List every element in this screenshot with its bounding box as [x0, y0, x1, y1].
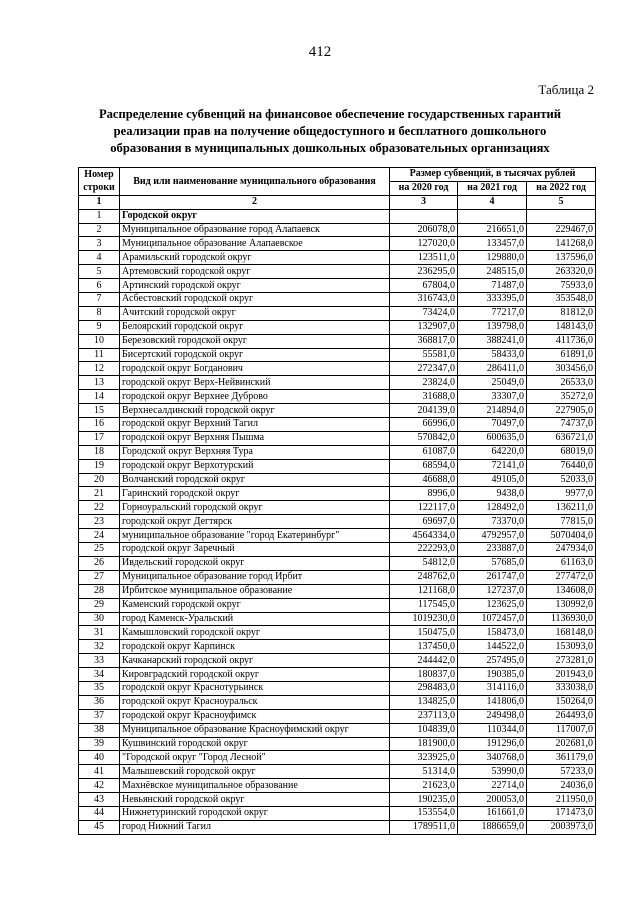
value-2021: 261747,0: [458, 570, 527, 584]
row-name: Бисертский городской округ: [120, 348, 390, 362]
value-2022: 636721,0: [527, 431, 596, 445]
value-2021: 123625,0: [458, 598, 527, 612]
value-2021: 1072457,0: [458, 612, 527, 626]
value-2022: 171473,0: [527, 806, 596, 820]
table-row: [79, 529, 596, 543]
row-number: 15: [79, 404, 120, 418]
table-row: [79, 751, 596, 765]
value-2021: 53990,0: [458, 765, 527, 779]
subvention-table: [78, 167, 596, 835]
value-2020: 61087,0: [390, 445, 458, 459]
row-number: 24: [79, 529, 120, 543]
row-number: 43: [79, 793, 120, 807]
value-2020: 54812,0: [390, 556, 458, 570]
value-2021: 71487,0: [458, 279, 527, 293]
value-2021: 233887,0: [458, 543, 527, 557]
value-2020: 298483,0: [390, 681, 458, 695]
row-name: "Городской округ "Город Лесной": [120, 751, 390, 765]
value-2020: 51314,0: [390, 765, 458, 779]
value-2021: 73370,0: [458, 515, 527, 529]
table-row: [79, 348, 596, 362]
value-2020: 150475,0: [390, 626, 458, 640]
row-number: 17: [79, 431, 120, 445]
value-2022: 117007,0: [527, 723, 596, 737]
value-2022: 229467,0: [527, 223, 596, 237]
value-2020: 248762,0: [390, 570, 458, 584]
value-2022: 263320,0: [527, 265, 596, 279]
row-name: Муниципальное образование Красноуфимский округ: [120, 723, 390, 737]
value-2020: 134825,0: [390, 695, 458, 709]
row-number: 31: [79, 626, 120, 640]
value-2022: 74737,0: [527, 418, 596, 432]
value-2021: 141806,0: [458, 695, 527, 709]
header-row-number: Номер строки: [79, 168, 120, 196]
value-2020: 137450,0: [390, 640, 458, 654]
value-2022: 227905,0: [527, 404, 596, 418]
value-2021: 33307,0: [458, 390, 527, 404]
table-row: [79, 362, 596, 376]
value-2021: 9438,0: [458, 487, 527, 501]
row-name: Муниципальное образование Алапаевское: [120, 237, 390, 251]
value-2022: 361179,0: [527, 751, 596, 765]
row-name: Камышловский городской округ: [120, 626, 390, 640]
value-2020: 132907,0: [390, 320, 458, 334]
row-number: 18: [79, 445, 120, 459]
col-number: 1: [79, 195, 120, 209]
row-name: Ивдельский городской округ: [120, 556, 390, 570]
row-number: 23: [79, 515, 120, 529]
header-name: Вид или наименование муниципального образования: [120, 168, 390, 196]
value-2020: 127020,0: [390, 237, 458, 251]
value-2021: 144522,0: [458, 640, 527, 654]
value-2021: 388241,0: [458, 334, 527, 348]
title-line-1: Распределение субвенций на финансовое обеспечение государственных гарантий: [98, 107, 562, 121]
row-number: 41: [79, 765, 120, 779]
value-2022: 264493,0: [527, 709, 596, 723]
document-title: [70, 106, 590, 157]
table-row: [79, 487, 596, 501]
row-number: 21: [79, 487, 120, 501]
value-2020: 272347,0: [390, 362, 458, 376]
row-number: 14: [79, 390, 120, 404]
table-row: [79, 418, 596, 432]
row-name: город Нижний Тагил: [120, 820, 390, 834]
table-row: [79, 320, 596, 334]
value-2020: 316743,0: [390, 293, 458, 307]
row-number: 9: [79, 320, 120, 334]
table-row: [79, 723, 596, 737]
header-2020: на 2020 год: [390, 181, 458, 195]
row-number: 5: [79, 265, 120, 279]
cell-empty: [527, 209, 596, 223]
header-2021: на 2021 год: [458, 181, 527, 195]
row-number: 45: [79, 820, 120, 834]
value-2020: 8996,0: [390, 487, 458, 501]
row-name: Городской округ: [120, 209, 390, 223]
table-row: [79, 237, 596, 251]
value-2022: 411736,0: [527, 334, 596, 348]
value-2022: 2003973,0: [527, 820, 596, 834]
row-name: Горноуральский городской округ: [120, 501, 390, 515]
row-number: 33: [79, 654, 120, 668]
table-row: [79, 820, 596, 834]
value-2022: 141268,0: [527, 237, 596, 251]
table-row: [79, 293, 596, 307]
table-row: [79, 543, 596, 557]
value-2021: 133457,0: [458, 237, 527, 251]
row-number: 1: [79, 209, 120, 223]
row-name: Гаринский городской округ: [120, 487, 390, 501]
value-2022: 130992,0: [527, 598, 596, 612]
table-row: [79, 334, 596, 348]
value-2021: 128492,0: [458, 501, 527, 515]
table-label: Таблица 2: [538, 82, 594, 97]
row-name: городской округ Дегтярск: [120, 515, 390, 529]
row-name: Малышевский городской округ: [120, 765, 390, 779]
table-row: [79, 390, 596, 404]
value-2021: 333395,0: [458, 293, 527, 307]
header-2022: на 2022 год: [527, 181, 596, 195]
value-2021: 77217,0: [458, 306, 527, 320]
value-2021: 22714,0: [458, 779, 527, 793]
value-2022: 148143,0: [527, 320, 596, 334]
value-2020: 66996,0: [390, 418, 458, 432]
row-name: Муниципальное образование город Алапаевск: [120, 223, 390, 237]
row-number: 19: [79, 459, 120, 473]
value-2020: 181900,0: [390, 737, 458, 751]
value-2021: 1886659,0: [458, 820, 527, 834]
value-2022: 211950,0: [527, 793, 596, 807]
value-2021: 286411,0: [458, 362, 527, 376]
value-2021: 58433,0: [458, 348, 527, 362]
value-2020: 222293,0: [390, 543, 458, 557]
value-2020: 180837,0: [390, 668, 458, 682]
table-row: [79, 570, 596, 584]
table-row: [79, 473, 596, 487]
table-row: [79, 279, 596, 293]
value-2021: 72141,0: [458, 459, 527, 473]
value-2022: 24036,0: [527, 779, 596, 793]
table-row: [79, 737, 596, 751]
col-number: 3: [390, 195, 458, 209]
value-2021: 340768,0: [458, 751, 527, 765]
row-number: 38: [79, 723, 120, 737]
row-name: Асбестовский городской округ: [120, 293, 390, 307]
value-2022: 353548,0: [527, 293, 596, 307]
value-2021: 600635,0: [458, 431, 527, 445]
row-number: 2: [79, 223, 120, 237]
table-row: [79, 376, 596, 390]
cell-empty: [390, 209, 458, 223]
row-name: город Каменск-Уральский: [120, 612, 390, 626]
value-2022: 61163,0: [527, 556, 596, 570]
value-2022: 303456,0: [527, 362, 596, 376]
value-2022: 153093,0: [527, 640, 596, 654]
table-row: [79, 223, 596, 237]
value-2022: 68019,0: [527, 445, 596, 459]
row-name: Артемовский городской округ: [120, 265, 390, 279]
value-2022: 76440,0: [527, 459, 596, 473]
row-name: муниципальное образование "город Екатеринбург": [120, 529, 390, 543]
row-number: 37: [79, 709, 120, 723]
value-2022: 150264,0: [527, 695, 596, 709]
value-2021: 70497,0: [458, 418, 527, 432]
row-name: городской округ Верхняя Пышма: [120, 431, 390, 445]
row-name: Городской округ Верхняя Тура: [120, 445, 390, 459]
value-2021: 248515,0: [458, 265, 527, 279]
value-2021: 129880,0: [458, 251, 527, 265]
value-2021: 214894,0: [458, 404, 527, 418]
table-row: [79, 793, 596, 807]
row-number: 16: [79, 418, 120, 432]
value-2020: 69697,0: [390, 515, 458, 529]
row-name: Белоярский городской округ: [120, 320, 390, 334]
row-number: 12: [79, 362, 120, 376]
row-name: Ирбитское муниципальное образование: [120, 584, 390, 598]
value-2022: 134608,0: [527, 584, 596, 598]
header-size: Размер субвенций, в тысячах рублей: [390, 168, 596, 182]
row-number: 36: [79, 695, 120, 709]
value-2020: 122117,0: [390, 501, 458, 515]
value-2020: 23824,0: [390, 376, 458, 390]
value-2022: 81812,0: [527, 306, 596, 320]
table-row: [79, 779, 596, 793]
value-2020: 570842,0: [390, 431, 458, 445]
value-2020: 55581,0: [390, 348, 458, 362]
row-name: Кировградский городской округ: [120, 668, 390, 682]
table-row: [79, 654, 596, 668]
row-name: Качканарский городской округ: [120, 654, 390, 668]
value-2022: 52033,0: [527, 473, 596, 487]
value-2020: 237113,0: [390, 709, 458, 723]
row-number: 42: [79, 779, 120, 793]
row-name: Березовский городской округ: [120, 334, 390, 348]
value-2020: 1789511,0: [390, 820, 458, 834]
value-2022: 202681,0: [527, 737, 596, 751]
value-2020: 204139,0: [390, 404, 458, 418]
row-number: 13: [79, 376, 120, 390]
value-2022: 77815,0: [527, 515, 596, 529]
table-row: [79, 584, 596, 598]
table-row: [79, 765, 596, 779]
row-number: 3: [79, 237, 120, 251]
table-row: [79, 459, 596, 473]
value-2020: 31688,0: [390, 390, 458, 404]
table-row: [79, 626, 596, 640]
value-2021: 161661,0: [458, 806, 527, 820]
value-2022: 247934,0: [527, 543, 596, 557]
row-name: городской округ Верхнее Дуброво: [120, 390, 390, 404]
row-number: 40: [79, 751, 120, 765]
col-number: 2: [120, 195, 390, 209]
value-2020: 368817,0: [390, 334, 458, 348]
row-name: городской округ Карпинск: [120, 640, 390, 654]
row-number: 30: [79, 612, 120, 626]
row-name: Арамильский городской округ: [120, 251, 390, 265]
row-name: Нижнетуринский городской округ: [120, 806, 390, 820]
value-2022: 26533,0: [527, 376, 596, 390]
row-number: 7: [79, 293, 120, 307]
table-row: [79, 598, 596, 612]
value-2022: 61891,0: [527, 348, 596, 362]
row-name: Муниципальное образование город Ирбит: [120, 570, 390, 584]
row-name: Махнёвское муниципальное образование: [120, 779, 390, 793]
table-row: [79, 431, 596, 445]
value-2021: 314116,0: [458, 681, 527, 695]
table-row: [79, 709, 596, 723]
value-2020: 104839,0: [390, 723, 458, 737]
row-number: 28: [79, 584, 120, 598]
value-2021: 4792957,0: [458, 529, 527, 543]
row-name: городской округ Верхний Тагил: [120, 418, 390, 432]
value-2021: 57685,0: [458, 556, 527, 570]
value-2022: 57233,0: [527, 765, 596, 779]
table-row: [79, 668, 596, 682]
value-2021: 25049,0: [458, 376, 527, 390]
value-2022: 277472,0: [527, 570, 596, 584]
row-name: Кушвинский городской округ: [120, 737, 390, 751]
group-row: [79, 209, 596, 223]
value-2020: 190235,0: [390, 793, 458, 807]
table-row: [79, 265, 596, 279]
row-name: Верхнесалдинский городской округ: [120, 404, 390, 418]
row-number: 39: [79, 737, 120, 751]
row-number: 6: [79, 279, 120, 293]
value-2020: 121168,0: [390, 584, 458, 598]
value-2020: 244442,0: [390, 654, 458, 668]
page-number: 412: [308, 44, 332, 60]
row-number: 22: [79, 501, 120, 515]
row-name: Невьянский городской округ: [120, 793, 390, 807]
row-name: городской округ Красноуфимск: [120, 709, 390, 723]
row-number: 34: [79, 668, 120, 682]
value-2020: 236295,0: [390, 265, 458, 279]
table-row: [79, 806, 596, 820]
value-2021: 139798,0: [458, 320, 527, 334]
value-2021: 200053,0: [458, 793, 527, 807]
row-number: 10: [79, 334, 120, 348]
value-2022: 1136930,0: [527, 612, 596, 626]
table-row: [79, 404, 596, 418]
row-name: городской округ Верх-Нейвинский: [120, 376, 390, 390]
value-2021: 257495,0: [458, 654, 527, 668]
col-number: 5: [527, 195, 596, 209]
value-2020: 4564334,0: [390, 529, 458, 543]
row-number: 29: [79, 598, 120, 612]
row-number: 11: [79, 348, 120, 362]
value-2022: 273281,0: [527, 654, 596, 668]
value-2022: 136211,0: [527, 501, 596, 515]
value-2020: 1019230,0: [390, 612, 458, 626]
row-number: 4: [79, 251, 120, 265]
row-number: 44: [79, 806, 120, 820]
value-2021: 216651,0: [458, 223, 527, 237]
value-2020: 73424,0: [390, 306, 458, 320]
value-2020: 46688,0: [390, 473, 458, 487]
row-number: 27: [79, 570, 120, 584]
value-2020: 123511,0: [390, 251, 458, 265]
row-number: 8: [79, 306, 120, 320]
row-name: Ачитский городской округ: [120, 306, 390, 320]
value-2022: 201943,0: [527, 668, 596, 682]
value-2020: 68594,0: [390, 459, 458, 473]
value-2020: 67804,0: [390, 279, 458, 293]
row-name: городской округ Краснотурьинск: [120, 681, 390, 695]
table-row: [79, 612, 596, 626]
row-number: 25: [79, 543, 120, 557]
value-2021: 249498,0: [458, 709, 527, 723]
value-2020: 153554,0: [390, 806, 458, 820]
row-name: Волчанский городской округ: [120, 473, 390, 487]
row-number: 35: [79, 681, 120, 695]
table-row: [79, 306, 596, 320]
value-2021: 49105,0: [458, 473, 527, 487]
value-2022: 35272,0: [527, 390, 596, 404]
row-name: Каменский городской округ: [120, 598, 390, 612]
title-line-2: реализации прав на получение общедоступного и бесплатного дошкольного: [113, 124, 547, 138]
table-row: [79, 515, 596, 529]
value-2021: 158473,0: [458, 626, 527, 640]
table-row: [79, 681, 596, 695]
row-name: Артинский городской округ: [120, 279, 390, 293]
row-number: 20: [79, 473, 120, 487]
value-2022: 333038,0: [527, 681, 596, 695]
row-name: городской округ Красноуральск: [120, 695, 390, 709]
value-2022: 168148,0: [527, 626, 596, 640]
value-2021: 190385,0: [458, 668, 527, 682]
value-2021: 127237,0: [458, 584, 527, 598]
value-2022: 75933,0: [527, 279, 596, 293]
title-line-3: образования в муниципальных дошкольных образовательных организациях: [110, 141, 550, 155]
table-row: [79, 640, 596, 654]
row-name: городской округ Верхотурский: [120, 459, 390, 473]
value-2020: 21623,0: [390, 779, 458, 793]
table-row: [79, 501, 596, 515]
value-2022: 5070404,0: [527, 529, 596, 543]
value-2022: 137596,0: [527, 251, 596, 265]
table-row: [79, 251, 596, 265]
cell-empty: [458, 209, 527, 223]
value-2021: 64220,0: [458, 445, 527, 459]
row-name: городской округ Богданович: [120, 362, 390, 376]
row-number: 26: [79, 556, 120, 570]
value-2021: 110344,0: [458, 723, 527, 737]
value-2020: 206078,0: [390, 223, 458, 237]
col-number: 4: [458, 195, 527, 209]
value-2022: 9977,0: [527, 487, 596, 501]
row-name: городской округ Заречный: [120, 543, 390, 557]
value-2020: 323925,0: [390, 751, 458, 765]
table-row: [79, 445, 596, 459]
value-2021: 191296,0: [458, 737, 527, 751]
table-row: [79, 695, 596, 709]
table-row: [79, 556, 596, 570]
row-number: 32: [79, 640, 120, 654]
value-2020: 117545,0: [390, 598, 458, 612]
